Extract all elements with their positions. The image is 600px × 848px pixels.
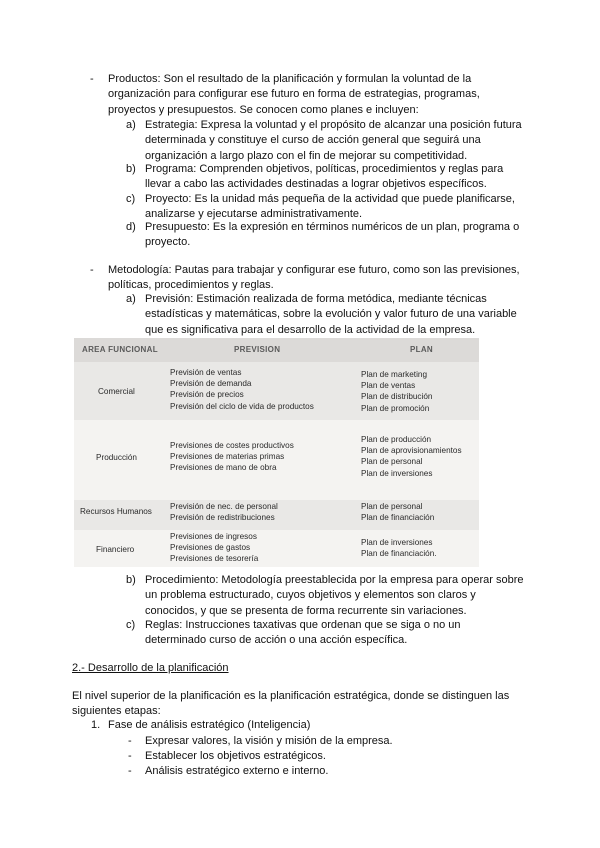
header-area-funcional: AREA FUNCIONAL xyxy=(82,345,158,354)
sub-item-text: Análisis estratégico externo e interno. xyxy=(145,765,329,777)
table-cell-line: Recursos Humanos xyxy=(80,507,152,516)
table-cell-line: Plan de aprovisionamientos xyxy=(361,446,462,456)
table-cell-line: Previsión de redistribuciones xyxy=(170,513,275,523)
header-plan: PLAN xyxy=(410,345,433,354)
table-cell-line: Financiero xyxy=(96,545,135,554)
table-cell-line: Plan de promoción xyxy=(361,403,430,413)
text-line: determinado curso de acción o una acción específica. xyxy=(145,634,408,647)
header-prevision: PREVISION xyxy=(234,345,281,354)
table-cell-line: Previsión de demanda xyxy=(170,379,252,389)
list-marker: 1. xyxy=(91,719,101,731)
text-line: organización a largo plazo con el fin de mejorar su competitividad. xyxy=(145,149,468,162)
table-cell-plan xyxy=(361,537,437,559)
table-cell-line: Plan de distribución xyxy=(361,392,433,402)
text-line: que es significativa para el desarrollo de la actividad de la empresa. xyxy=(145,323,476,336)
list-marker: b) xyxy=(126,574,136,586)
table-cell-line: Plan de financiación xyxy=(361,513,435,523)
table-cell-prevision xyxy=(170,367,314,412)
text-line: proyecto. xyxy=(145,236,191,249)
table-cell-area xyxy=(98,386,135,397)
text-line: proyectos y presupuestos. Se conocen como planes e incluyen: xyxy=(108,103,419,116)
table-cell-area xyxy=(96,452,137,463)
text-line: Presupuesto: Es la expresión en términos numéricos de un plan, programa o xyxy=(145,221,520,233)
table-cell-prevision xyxy=(170,440,294,474)
dash-marker: - xyxy=(128,750,132,762)
section-heading: 2.- Desarrollo de la planificación xyxy=(72,662,229,674)
table-cell-line: Producción xyxy=(96,453,137,462)
table-cell-plan xyxy=(361,369,432,414)
table-cell-line: Plan de ventas xyxy=(361,381,416,391)
dash-marker: - xyxy=(128,765,132,777)
table-cell-area xyxy=(96,544,134,555)
text-line: determinada y constituye el curso de acción general que seguirá una xyxy=(145,134,481,147)
table-cell-prevision xyxy=(170,531,258,565)
prevision-plan-table xyxy=(74,338,479,567)
text-line: llevar a cabo las actividades destinadas a lograr objetivos específicos. xyxy=(145,178,487,191)
text-line: Proyecto: Es la unidad más pequeña de la actividad que puede planificarse, xyxy=(145,193,515,205)
dash-marker: - xyxy=(90,264,94,276)
text-line: siguientes etapas: xyxy=(72,705,161,718)
text-line: Programa: Comprenden objetivos, políticas, procedimientos y reglas para xyxy=(145,163,504,175)
list-marker: b) xyxy=(126,163,136,175)
table-cell-line: Previsiones de ingresos xyxy=(170,532,257,541)
dash-marker: - xyxy=(90,73,94,85)
text-line: políticas, procedimientos y reglas. xyxy=(108,279,274,292)
text-line: organización para configurar ese futuro en forma de estrategias, programas, xyxy=(108,88,480,101)
table-cell-plan xyxy=(361,434,462,479)
text-line: Previsión: Estimación realizada de forma metódica, mediante técnicas xyxy=(145,293,487,305)
table-cell-line: Previsión del ciclo de vida de productos xyxy=(170,401,314,411)
table-cell-line: Previsión de nec. de personal xyxy=(170,502,278,511)
text-line: Metodología: Pautas para trabajar y configurar ese futuro, como son las previsiones, xyxy=(108,264,520,276)
table-cell-line: Previsión de ventas xyxy=(170,368,242,377)
text-line: Reglas: Instrucciones taxativas que ordenan que se siga o no un xyxy=(145,619,461,631)
list-marker: d) xyxy=(126,221,136,233)
text-line: estadísticas y matemáticas, sobre la evolución y valor futuro de una variable xyxy=(145,308,517,321)
table-cell-line: Previsiones de gastos xyxy=(170,543,251,553)
text-line: analizarse y ejecutarse administrativamente. xyxy=(145,208,363,221)
list-marker: c) xyxy=(126,193,136,205)
text-line: El nivel superior de la planificación es la planificación estratégica, donde se distinguen las xyxy=(72,690,510,702)
table-cell-line: Comercial xyxy=(98,387,135,396)
list-marker: c) xyxy=(126,619,136,631)
phase-label: Fase de análisis estratégico (Inteligencia) xyxy=(108,719,311,731)
table-cell-line: Previsiones de mano de obra xyxy=(170,463,277,473)
table-cell-line: Plan de personal xyxy=(361,457,423,467)
table-cell-line: Plan de inversiones xyxy=(361,538,433,547)
list-marker: a) xyxy=(126,293,136,305)
table-cell-line: Previsiones de tesorería xyxy=(170,554,259,564)
dash-marker: - xyxy=(128,735,132,747)
table-cell-line: Previsión de precios xyxy=(170,390,244,400)
table-header xyxy=(74,338,479,362)
productos-paragraph xyxy=(108,72,480,118)
table-cell-line: Previsiones de costes productivos xyxy=(170,441,294,450)
table-cell-line: Plan de producción xyxy=(361,435,432,444)
text-line: Productos: Son el resultado de la planificación y formulan la voluntad de la xyxy=(108,73,472,85)
section-intro xyxy=(72,689,509,720)
table-cell-line: Plan de marketing xyxy=(361,370,427,379)
table-cell-line: Plan de inversiones xyxy=(361,468,433,478)
text-line: Estrategia: Expresa la voluntad y el propósito de alcanzar una posición futura xyxy=(145,119,522,131)
text-line: un problema estructurado, cuyos objetivos y elementos son claros y xyxy=(145,589,476,602)
text-line: Procedimiento: Metodología preestablecida por la empresa para operar sobre xyxy=(145,574,524,586)
sub-item-text: Establecer los objetivos estratégicos. xyxy=(145,750,326,762)
text-line: conocidos, y que se presenta de forma recurrente sin variaciones. xyxy=(145,604,467,617)
table-cell-line: Previsiones de materias primas xyxy=(170,452,285,462)
sub-item-text: Expresar valores, la visión y misión de la empresa. xyxy=(145,735,393,747)
table-cell-line: Plan de personal xyxy=(361,502,423,511)
table-cell-line: Plan de financiación. xyxy=(361,549,437,559)
table-cell-prevision xyxy=(170,501,278,523)
table-cell-plan xyxy=(361,501,434,523)
list-marker: a) xyxy=(126,119,136,131)
table-cell-area xyxy=(80,506,152,517)
